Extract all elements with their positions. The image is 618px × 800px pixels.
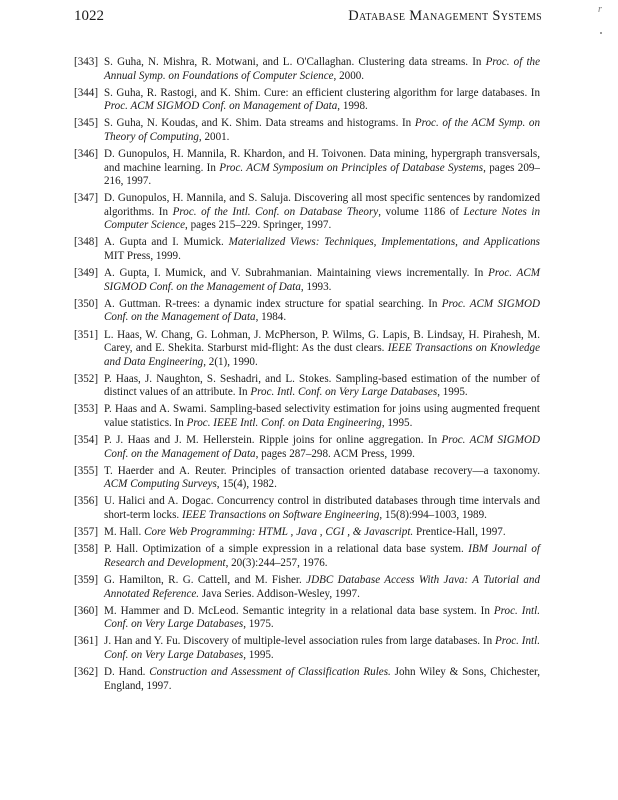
reference-segment: Prentice-Hall, 1997. (413, 526, 506, 539)
reference-venue: ACM Computing Surveys (104, 478, 217, 491)
reference-segment: A. Gupta and I. Mumick. (104, 236, 229, 249)
reference-venue: Proc. ACM SIGMOD Conf. on the Management of Data (104, 267, 540, 293)
reference-venue: Construction and Assessment of Classification Rules. (149, 666, 391, 679)
reference-text (104, 526, 506, 538)
reference-segment: , 1984. (255, 311, 287, 324)
reference-text (104, 434, 540, 460)
reference-segment: , volume 1186 of (378, 205, 464, 218)
reference-text (104, 87, 540, 113)
reference-number: [358] (74, 543, 99, 556)
reference-text (104, 117, 540, 143)
reference-segment: , 20(3):244–257, 1976. (225, 556, 328, 569)
reference-venue: Proc. Intl. Conf. on Very Large Databases (104, 604, 540, 631)
reference-segment: D. Gunopulos, H. Mannila, R. Khardon, and H. Toivonen. Data mining, hypergraph transversals, and machine learning. In (104, 148, 540, 174)
reference-entry (74, 192, 540, 233)
reference-venue: Proc. Intl. Conf. on Very Large Databases (104, 635, 540, 661)
reference-entry (74, 373, 540, 400)
reference-text (104, 148, 540, 187)
reference-entry (74, 298, 540, 325)
reference-segment: D. Hand. (104, 666, 150, 679)
reference-segment: , 1998. (337, 100, 368, 113)
reference-number: [344] (74, 86, 99, 99)
reference-venue: Proc. of the ACM Symp. on Theory of Computing (104, 117, 540, 143)
reference-number: [362] (74, 666, 99, 679)
reference-segment: John Wiley & Sons, Chichester, England, 1997. (104, 666, 541, 692)
reference-number: [360] (74, 604, 99, 617)
reference-entry (74, 117, 540, 144)
reference-segment: MIT Press, 1999. (104, 249, 181, 262)
reference-number: [355] (74, 464, 99, 477)
page-header (74, 8, 542, 36)
reference-entry (74, 635, 540, 662)
reference-segment: M. Hall. (104, 526, 145, 539)
reference-segment: , pages 215–229. Springer, 1997. (185, 219, 332, 232)
reference-segment: , 15(8):994–1003, 1989. (379, 508, 487, 521)
reference-entry (74, 666, 540, 693)
reference-segment: , 1993. (300, 280, 332, 293)
reference-entry (74, 403, 540, 430)
reference-segment: , 15(4), 1982. (216, 478, 277, 491)
reference-segment: G. Hamilton, R. G. Cattell, and M. Fisher. (104, 574, 307, 586)
reference-text (104, 192, 540, 231)
reference-entry (74, 329, 540, 370)
reference-segment: P. Haas, J. Naughton, S. Seshadri, and L. Stokes. Sampling-based estimation of the number of distinct values of an attribute. In (104, 372, 540, 399)
reference-segment: , 2000. (333, 69, 365, 82)
reference-number: [345] (74, 117, 99, 130)
reference-text (104, 543, 540, 569)
reference-segment: D. Gunopulos, H. Mannila, and S. Saluja. Discovering all most specific sentences by randomized algorithms. In (104, 192, 540, 218)
reference-number: [348] (74, 236, 99, 249)
reference-number: [356] (74, 495, 99, 508)
reference-number: [347] (74, 192, 99, 205)
reference-venue: Proc. ACM SIGMOD Conf. on the Management of Data (104, 434, 540, 460)
reference-entry (74, 87, 540, 114)
reference-segment: U. Halici and A. Dogac. Concurrency control in distributed databases through time intervals and short-term locks. (104, 495, 540, 521)
reference-venue: Proc. Intl. Conf. on Very Large Databases (250, 386, 438, 399)
reference-entry (74, 267, 540, 294)
reference-venue: Proc. IEEE Intl. Conf. on Data Engineering (186, 416, 382, 429)
reference-number: [361] (74, 635, 99, 648)
reference-list (74, 56, 540, 697)
reference-venue: Proc. ACM SIGMOD Conf. on Management of Data (104, 100, 338, 113)
reference-text (104, 298, 540, 324)
reference-number: [359] (74, 574, 99, 586)
reference-text (104, 267, 540, 293)
reference-venue: Materialized Views: Techniques, Implementations, and Applications (228, 236, 540, 249)
reference-segment: T. Haerder and A. Reuter. Principles of transaction oriented database recovery—a taxonomy. (104, 464, 540, 477)
reference-segment: , 1995. (437, 386, 468, 399)
scan-speck (600, 32, 602, 34)
reference-entry (74, 236, 540, 263)
reference-venue: Proc. of the Annual Symp. on Foundations of Computer Science (104, 56, 540, 82)
reference-number: [346] (74, 148, 99, 161)
corner-mark: r (598, 4, 602, 15)
reference-text (104, 56, 540, 82)
reference-text (104, 635, 540, 661)
reference-text (104, 403, 540, 429)
reference-segment: A. Guttman. R-trees: a dynamic index structure for spatial searching. In (104, 297, 442, 310)
reference-entry (74, 148, 540, 189)
reference-venue: Proc. of the Intl. Conf. on Database Theory (172, 205, 379, 218)
reference-entry (74, 605, 540, 632)
reference-number: [357] (74, 526, 99, 539)
reference-segment: L. Haas, W. Chang, G. Lohman, J. McPherson, P. Wilms, G. Lapis, B. Lindsay, H. Pirahesh, M. Carey, and E. Shekita. Starburst mid-flight: As the dust clears. (104, 328, 540, 354)
reference-segment: , pages 209–216, 1997. (104, 161, 540, 188)
reference-venue: Lecture Notes in Computer Science (104, 205, 540, 232)
reference-entry (74, 526, 540, 540)
reference-entry (74, 434, 540, 461)
reference-text (104, 465, 540, 491)
reference-text (104, 574, 540, 600)
reference-venue: IBM Journal of Research and Development (104, 543, 540, 569)
reference-text (104, 666, 540, 692)
reference-segment: Java Series. Addison-Wesley, 1997. (199, 587, 360, 600)
reference-segment: M. Hammer and D. McLeod. Semantic integrity in a relational data base system. In (104, 604, 494, 617)
page-number: 1022 (74, 8, 104, 24)
reference-segment: P. Haas and A. Swami. Sampling-based selectivity estimation for joins using augmented frequent value statistics. In (104, 403, 540, 429)
reference-number: [350] (74, 297, 99, 310)
reference-number: [349] (74, 267, 99, 280)
reference-segment: , 1995. (243, 648, 274, 661)
reference-entry (74, 465, 540, 492)
reference-number: [351] (74, 328, 99, 341)
reference-entry (74, 543, 540, 570)
reference-segment: , 1975. (243, 618, 274, 631)
reference-segment: , 2001. (198, 130, 230, 143)
reference-entry (74, 495, 540, 522)
reference-venue: Core Web Programming: HTML , Java , CGI , & Javascript. (144, 526, 414, 539)
reference-text (104, 373, 540, 399)
reference-entry (74, 574, 540, 601)
reference-segment: S. Guha, N. Koudas, and K. Shim. Data streams and histograms. In (104, 117, 415, 130)
reference-text (104, 495, 540, 521)
reference-venue: Proc. ACM Symposium on Principles of Database Systems (219, 161, 484, 174)
reference-segment: A. Gupta, I. Mumick, and V. Subrahmanian. Maintaining views incrementally. In (104, 267, 489, 280)
reference-segment: P. Hall. Optimization of a simple expression in a relational data base system. (104, 543, 469, 556)
reference-number: [353] (74, 403, 99, 416)
reference-venue: IEEE Transactions on Software Engineering (181, 508, 380, 521)
reference-venue: IEEE Transactions on Knowledge and Data Engineering (104, 342, 541, 368)
reference-text (104, 329, 540, 368)
reference-segment: , 1995. (381, 416, 413, 429)
reference-text (104, 236, 540, 262)
reference-segment: P. J. Haas and J. M. Hellerstein. Ripple joins for online aggregation. In (104, 434, 442, 447)
reference-entry (74, 56, 540, 83)
reference-venue: JDBC Database Access With Java: A Tutorial and Annotated Reference. (104, 574, 540, 600)
reference-number: [343] (74, 56, 99, 68)
reference-number: [354] (74, 434, 99, 447)
reference-venue: Proc. ACM SIGMOD Conf. on the Management of Data (104, 297, 540, 324)
reference-segment: , 2(1), 1990. (203, 355, 258, 368)
reference-text (104, 605, 540, 631)
reference-segment: S. Guha, N. Mishra, R. Motwani, and L. O'Callaghan. Clustering data streams. In (104, 56, 486, 68)
reference-segment: , pages 287–298. ACM Press, 1999. (255, 447, 415, 460)
running-title: Database Management Systems (348, 8, 542, 24)
reference-segment: J. Han and Y. Fu. Discovery of multiple-level association rules from large databases. In (104, 635, 496, 648)
reference-number: [352] (74, 372, 99, 385)
reference-segment: S. Guha, R. Rastogi, and K. Shim. Cure: an efficient clustering algorithm for large databases. In (104, 86, 540, 99)
